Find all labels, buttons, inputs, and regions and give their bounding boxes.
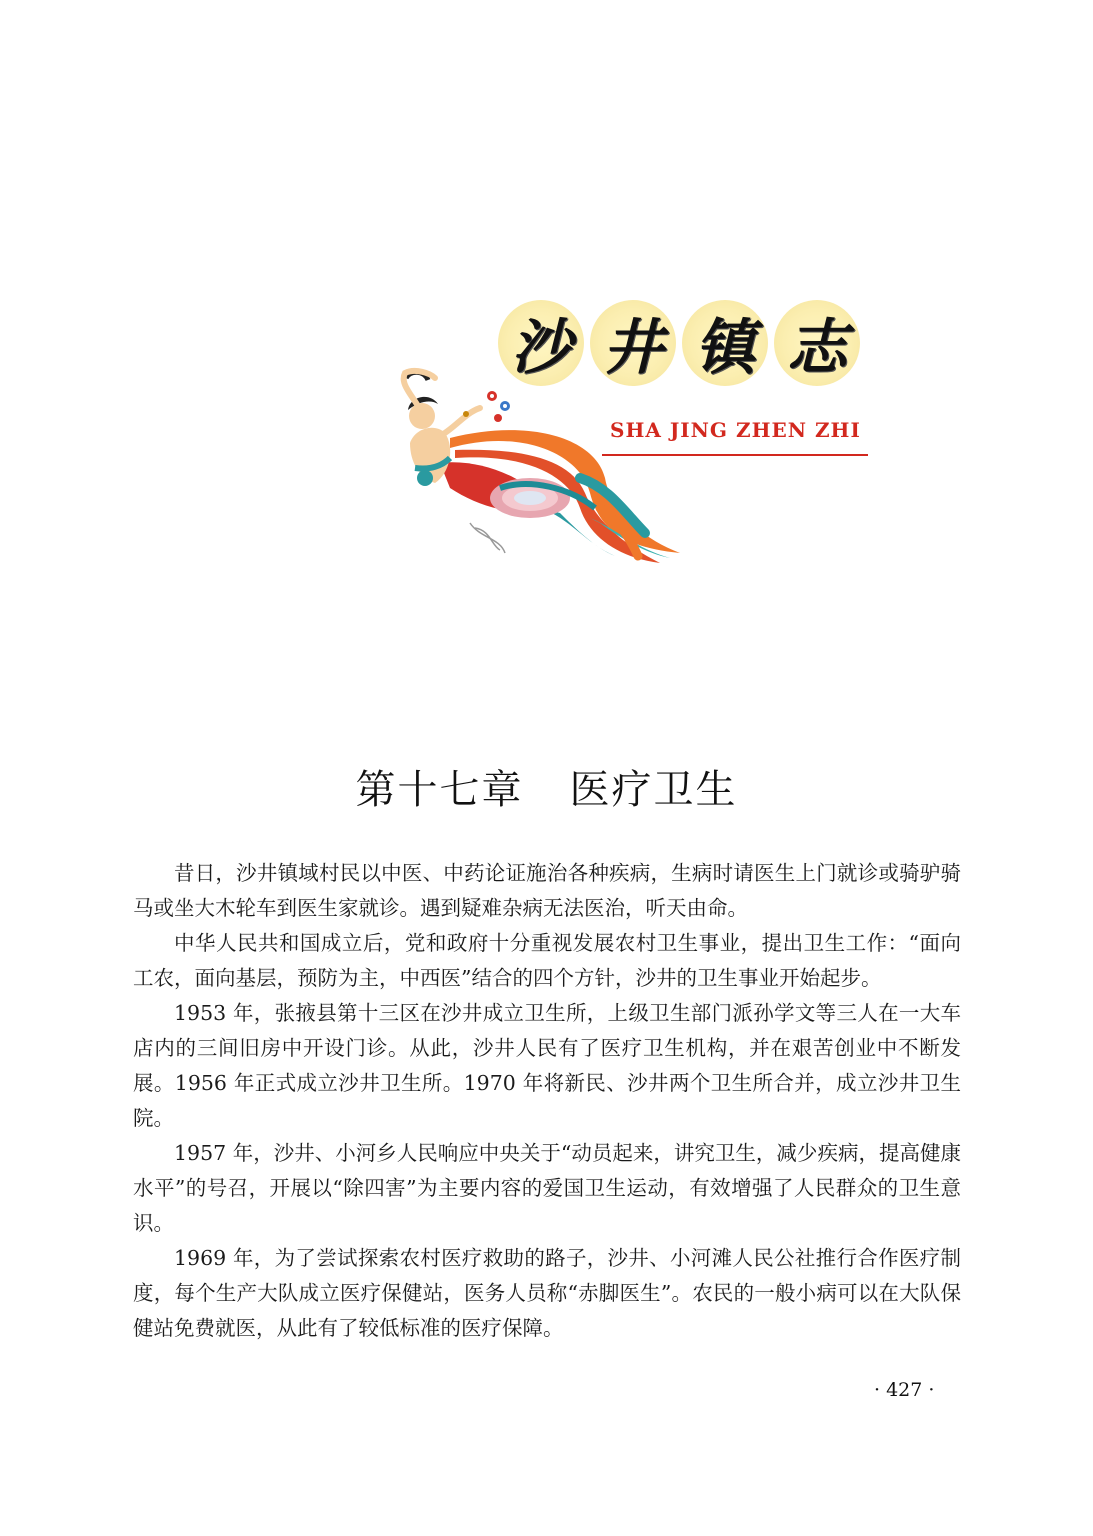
chapter-heading — [0, 758, 1093, 815]
apsara-illustration — [380, 358, 700, 568]
paragraph: 1969 年，为了尝试探索农村医疗救助的路子，沙井、小河滩人民公社推行合作医疗制度，每个生产大队成立医疗保健站，医务人员称“赤脚医生”。农民的一般小病可以在大队保健站免费就医，从此有了较低标准的医疗保障。 — [133, 1246, 961, 1340]
paragraph: 1953 年，张掖县第十三区在沙井成立卫生所，上级卫生部门派孙学文等三人在一大车店内的三间旧房中开设门诊。从此，沙井人民有了医疗卫生机构，并在艰苦创业中不断发展。1956 年正式成立沙井卫生所。1970 年将新民、沙井两个卫生所合并，成立沙井卫生院。 — [133, 1001, 961, 1130]
page-number: · 427 · — [874, 1379, 935, 1401]
chapter-body — [133, 856, 961, 1346]
title-char-badge: 志 — [774, 300, 860, 386]
book-emblem — [380, 300, 880, 570]
title-char-badge: 镇 — [682, 300, 768, 386]
title-char-badge: 沙 — [498, 300, 584, 386]
chapter-title: 医疗卫生 — [569, 767, 738, 813]
latin-title: SHA JING ZHEN ZHI — [610, 418, 861, 442]
chapter-number: 第十七章 — [355, 767, 524, 813]
paragraph: 昔日，沙井镇域村民以中医、中药论证施治各种疾病，生病时请医生上门就诊或骑驴骑马或坐大木轮车到医生家就诊。遇到疑难杂病无法医治，听天由命。 — [133, 861, 961, 920]
title-char-badge: 井 — [590, 300, 676, 386]
paragraph: 1957 年，沙井、小河乡人民响应中央关于“动员起来，讲究卫生，减少疾病，提高健康水平”的号召，开展以“除四害”为主要内容的爱国卫生运动，有效增强了人民群众的卫生意识。 — [133, 1141, 961, 1235]
paragraph: 中华人民共和国成立后，党和政府十分重视发展农村卫生事业，提出卫生工作：“面向工农，面向基层，预防为主，中西医”结合的四个方针，沙井的卫生事业开始起步。 — [133, 931, 961, 990]
